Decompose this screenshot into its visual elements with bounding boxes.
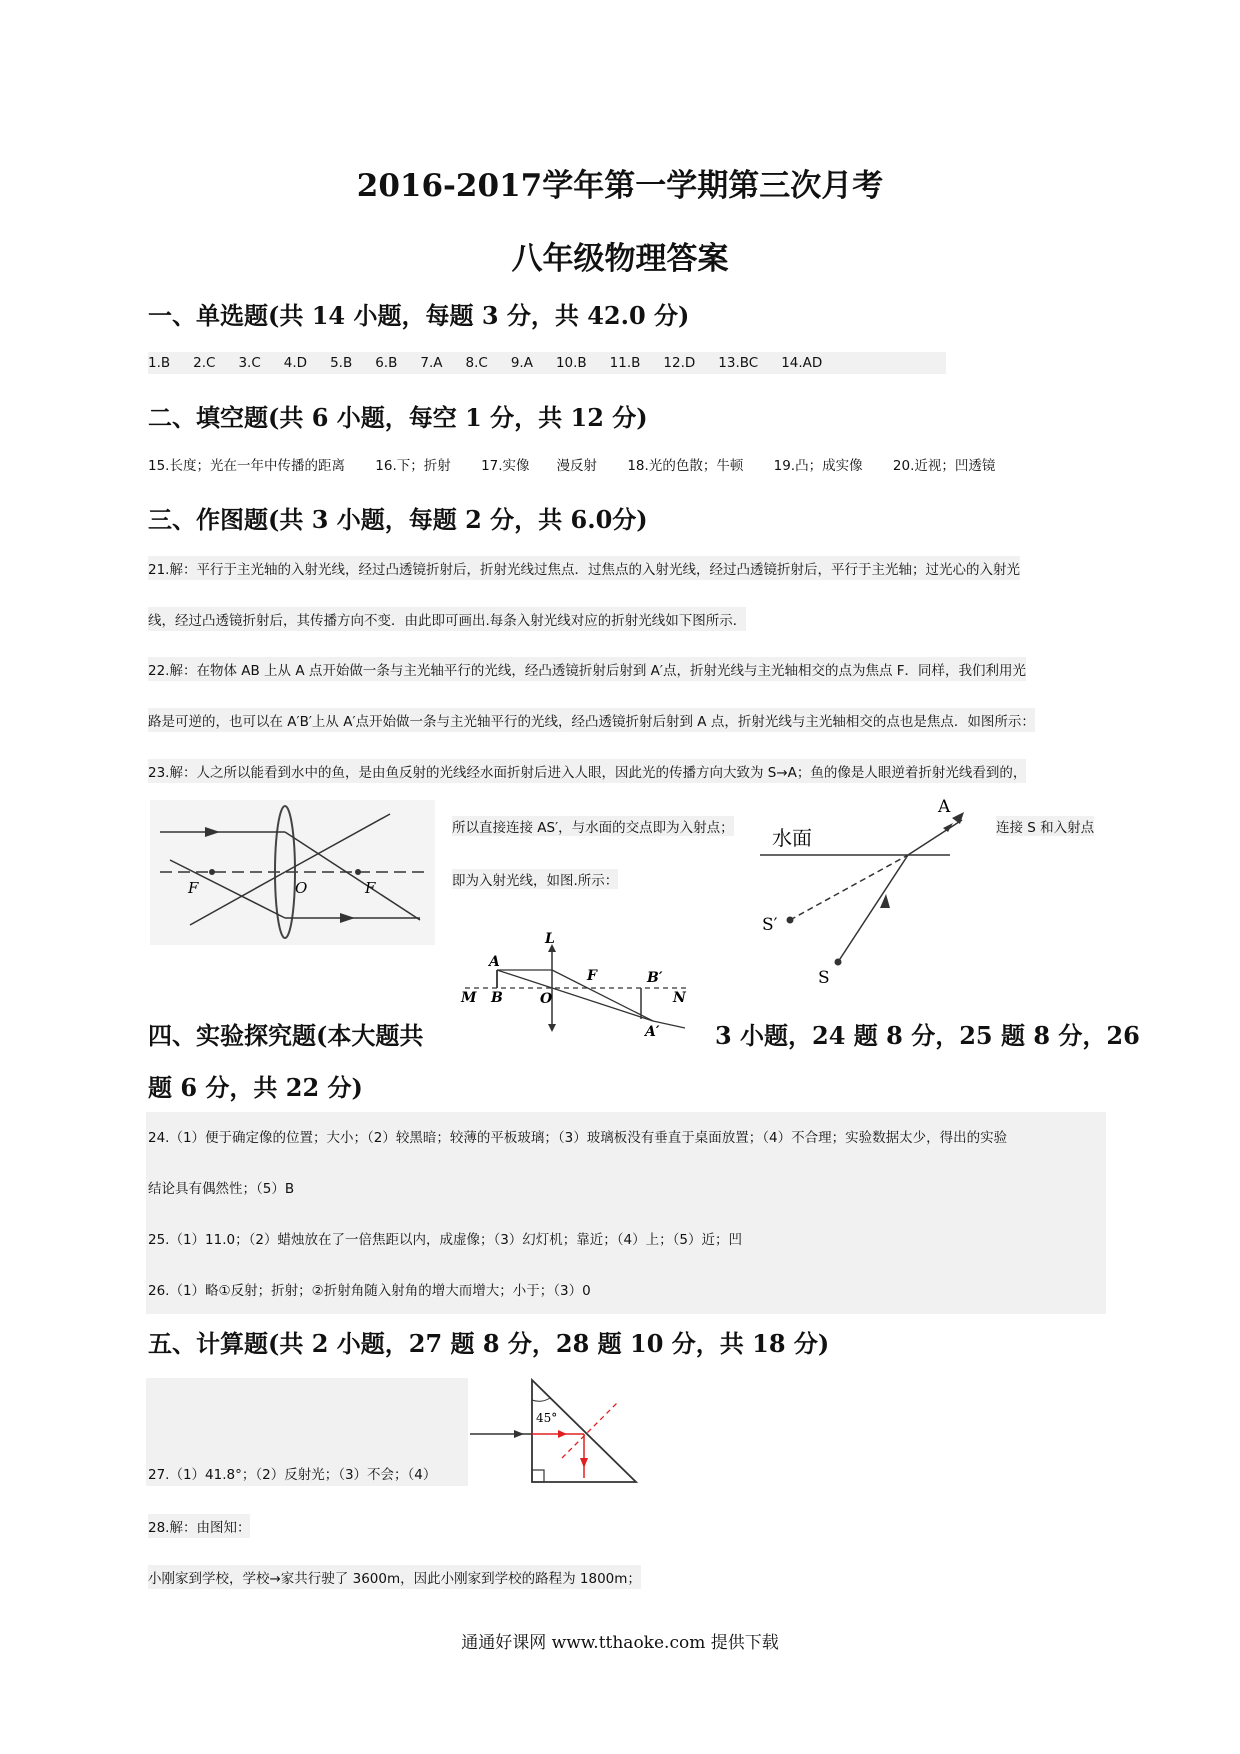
q24-line-1: 24.（1）便于确定像的位置；大小；（2）较黑暗；较薄的平板玻璃；（3）玻璃板没有垂直于桌面放置；（4）不合理；实验数据太少，得出的实验 (148, 1130, 1008, 1146)
label-water-surface: 水面 (772, 826, 812, 850)
mc-answer: 10.B (555, 355, 587, 371)
q23-line-4: 连接 S 和入射点 (996, 816, 1094, 836)
label-m: M (461, 990, 477, 1006)
label-f-right: F (365, 879, 376, 897)
refracted-ray (908, 820, 962, 855)
fill-answer: 19.凸；成实像 (773, 458, 863, 474)
label-f-left: F (188, 879, 199, 897)
label-s: S (818, 968, 830, 985)
fill-answer: 16.下；折射 (375, 458, 451, 474)
focus-point-left (209, 869, 215, 875)
label-b: B (491, 990, 503, 1006)
mc-answer: 4.D (283, 355, 308, 371)
q26-answer: 26.（1）略①反射；折射；②折射角随入射角的增大而增大；小于；（3）0 (148, 1283, 591, 1299)
section-2-heading: 二、填空题(共 6 小题，每空 1 分，共 12 分) (148, 403, 648, 432)
mc-answer: 12.D (663, 355, 696, 371)
page-subtitle: 八年级物理答案 (511, 241, 729, 277)
fill-answer-list (148, 454, 1021, 474)
section-4-heading-part1: 四、实验探究题(本大题共 (148, 1021, 424, 1050)
mc-answer: 5.B (330, 355, 353, 371)
arrow-icon (548, 1024, 556, 1032)
label-a-prime: A′ (645, 1024, 660, 1040)
arrow-icon (514, 1430, 524, 1438)
point-s-prime (787, 917, 794, 924)
q21-line-2: 线，经过凸透镜折射后，其传播方向不变．由此即可画出.每条入射光线对应的折射光线如下图所示． (148, 607, 746, 631)
right-angle-mark (532, 1470, 544, 1482)
page-title: 2016-2017学年第一学期第三次月考 (356, 168, 884, 204)
mc-answer: 7.A (420, 355, 443, 371)
section-4-heading-part3: 题 6 分，共 22 分) (148, 1073, 363, 1102)
section-4-heading-part2: 3 小题，24 题 8 分，25 题 8 分，26 (715, 1021, 1140, 1050)
q28-line-2: 小刚家到学校，学校→家共行驶了 3600m，因此小刚家到学校的路程为 1800m； (148, 1565, 641, 1589)
label-angle: 45° (536, 1411, 558, 1425)
q21-line-1: 21.解：平行于主光轴的入射光线，经过凸透镜折射后，折射光线过焦点．过焦点的入射光线，经过凸透镜折射后，平行于主光轴；过光心的入射光 (148, 556, 1020, 580)
mc-answer: 13.BC (718, 355, 759, 371)
label-l: L (545, 931, 555, 947)
mc-answer: 8.C (465, 355, 488, 371)
eye-icon (952, 812, 964, 824)
label-o: O (540, 991, 553, 1007)
q22-line-2: 路是可逆的，也可以在 A′B′上从 A′点开始做一条与主光轴平行的光线，经凸透镜折射后射到 A 点，折射光线与主光轴相交的点也是焦点．如图所示： (148, 708, 1035, 732)
ray-through-focus (552, 970, 653, 1021)
angle-arc (532, 1398, 550, 1401)
ray-through-center (497, 970, 653, 1021)
fill-answer: 18.光的色散；牛顿 (627, 458, 744, 474)
label-a: A (938, 797, 951, 817)
arrow-icon (558, 1430, 567, 1438)
fill-answer: 20.近视；凹透镜 (892, 458, 996, 474)
section-5-heading: 五、计算题(共 2 小题，27 题 8 分，28 题 10 分，共 18 分) (148, 1329, 830, 1358)
mc-answer-list (148, 352, 946, 374)
q22-line-1: 22.解：在物体 AB 上从 A 点开始做一条与主光轴平行的光线，经凸透镜折射后射到 A′点，折射光线与主光轴相交的点为焦点 F．同样，我们利用光 (148, 657, 1026, 681)
mc-answer: 11.B (609, 355, 641, 371)
label-n: N (673, 990, 686, 1006)
label-o: O (295, 879, 308, 897)
mc-answer: 3.C (238, 355, 261, 371)
section-1-heading: 一、单选题(共 14 小题，每题 3 分，共 42.0 分) (148, 301, 690, 330)
label-f: F (587, 968, 597, 984)
fill-answer: 17.实像 漫反射 (481, 458, 598, 474)
q23-line-3: 即为入射光线，如图.所示： (452, 869, 618, 889)
q27-answer: 27.（1）41.8°；（2）反射光；（3）不会；（4） (148, 1467, 437, 1483)
lens-ray-diagram (150, 800, 435, 945)
focus-point-right (355, 869, 361, 875)
label-a: A (489, 954, 500, 970)
arrow-icon (580, 1458, 588, 1468)
footer-credit: 通通好课网 www.tthaoke.com 提供下载 (461, 1633, 779, 1653)
lens-object-diagram (455, 928, 705, 1040)
point-s (835, 959, 842, 966)
mc-answer: 9.A (510, 355, 533, 371)
mc-answer: 14.AD (781, 355, 823, 371)
incident-ray (838, 855, 908, 962)
normal-line (562, 1402, 618, 1458)
virtual-ray (790, 855, 908, 920)
mc-answer: 6.B (375, 355, 398, 371)
prism-diagram (470, 1378, 640, 1488)
label-b-prime: B′ (647, 970, 663, 986)
q23-line-2: 所以直接连接 AS′，与水面的交点即为入射点； (452, 816, 734, 836)
label-s-prime: S′ (762, 915, 778, 935)
q24-line-2: 结论具有偶然性；（5）B (148, 1181, 295, 1197)
water-refraction-diagram (750, 790, 965, 985)
mc-answer: 1.B (148, 355, 171, 371)
q25-answer: 25.（1）11.0；（2）蜡烛放在了一倍焦距以内，成虚像；（3）幻灯机；靠近；（4）上；（5）近；凹 (148, 1232, 742, 1248)
section-3-heading: 三、作图题(共 3 小题，每题 2 分，共 6.0分) (148, 505, 648, 534)
q28-line-1: 28.解：由图知： (148, 1514, 250, 1538)
q23-line-1: 23.解：人之所以能看到水中的鱼，是由鱼反射的光线经水面折射后进入人眼，因此光的传播方向大致为 S→A；鱼的像是人眼逆着折射光线看到的， (148, 759, 1026, 783)
mc-answer: 2.C (193, 355, 216, 371)
fill-answer: 15.长度；光在一年中传播的距离 (148, 458, 345, 474)
